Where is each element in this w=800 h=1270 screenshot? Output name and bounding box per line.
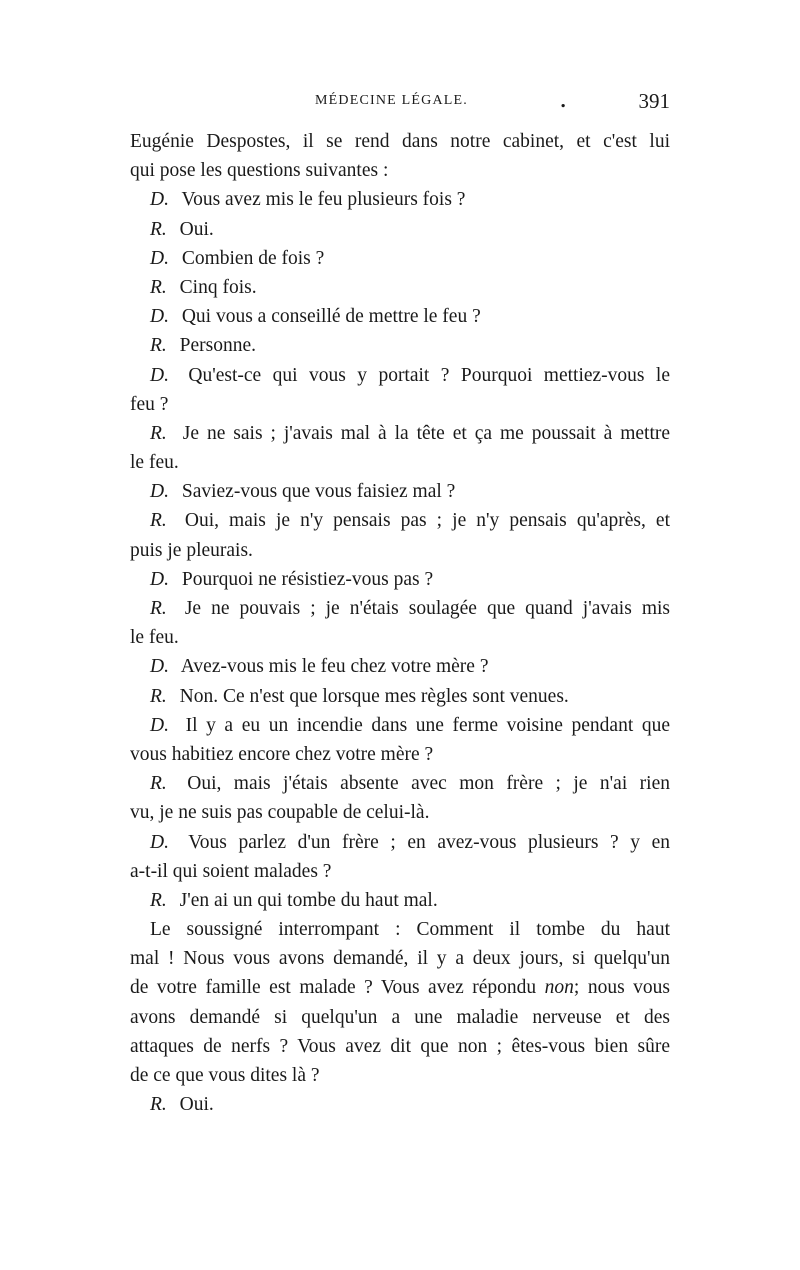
line-text-after: ; nous vous: [573, 977, 670, 999]
speaker-label: R.: [150, 510, 167, 532]
text-line: [130, 944, 670, 973]
line-text: Qui vous a conseillé de mettre le feu ?: [181, 306, 481, 328]
line-text: Personne.: [179, 335, 257, 357]
line-text: le feu.: [130, 452, 179, 474]
line-text: Vous avez mis le feu plusieurs fois ?: [181, 189, 466, 211]
line-text: a-t-il qui soient malades ?: [130, 860, 332, 882]
text-line: [130, 565, 670, 594]
line-text: Vous parlez d'un frère ; en avez-vous plusieurs ? y en: [188, 831, 670, 853]
text-line: [130, 1061, 670, 1090]
line-text: Oui.: [179, 1094, 214, 1116]
text-line: [130, 769, 670, 798]
line-text: vous habitiez encore chez votre mère ?: [130, 743, 434, 765]
line-text: Oui, mais je n'y pensais pas ; je n'y pensais qu'après, et: [184, 510, 670, 532]
text-line: [130, 886, 670, 915]
text-line: [130, 682, 670, 711]
text-line: [130, 477, 670, 506]
text-line: [130, 915, 670, 944]
line-text: Il y a eu un incendie dans une ferme voisine pendant que: [185, 714, 670, 736]
line-text: Non. Ce n'est que lorsque mes règles sont venues.: [179, 685, 569, 707]
text-line: [130, 973, 670, 1002]
line-text: puis je pleurais.: [130, 539, 253, 561]
text-line: [130, 156, 670, 185]
speaker-label: D.: [150, 714, 169, 736]
line-text: feu ?: [130, 393, 169, 415]
text-line: [130, 652, 670, 681]
text-line: [130, 594, 670, 623]
text-line: [130, 828, 670, 857]
text-line: [130, 244, 670, 273]
line-text: Combien de fois ?: [181, 247, 325, 269]
text-line: [130, 798, 670, 827]
line-text: Eugénie Despostes, il se rend dans notre cabinet, et c'est lui: [130, 131, 670, 152]
text-line: [130, 506, 670, 535]
text-line: [130, 331, 670, 360]
speaker-label: R.: [150, 773, 167, 795]
line-text: Avez-vous mis le feu chez votre mère ?: [180, 656, 489, 678]
speaker-label: D.: [150, 656, 169, 678]
speaker-label: D.: [150, 189, 169, 211]
header-dot: .: [560, 91, 567, 112]
line-text: attaques de nerfs ? Vous avez dit que non ; êtes-vous bien sûre: [130, 1035, 670, 1057]
line-text: J'en ai un qui tombe du haut mal.: [179, 889, 438, 911]
line-text: Oui, mais j'étais absente avec mon frère ; je n'ai rien: [187, 773, 670, 795]
text-line: [130, 361, 670, 390]
speaker-label: D.: [150, 481, 169, 503]
speaker-label: R.: [150, 422, 167, 444]
text-line: [130, 419, 670, 448]
text-line: [130, 1032, 670, 1061]
line-text: Cinq fois.: [179, 276, 257, 298]
line-text: le feu.: [130, 627, 179, 649]
line-text: Saviez-vous que vous faisiez mal ?: [181, 481, 456, 503]
speaker-label: R.: [150, 218, 167, 240]
page-body: [130, 127, 670, 1119]
line-text: Oui.: [179, 218, 214, 240]
page-number: 391: [638, 89, 670, 113]
speaker-label: D.: [150, 306, 169, 328]
line-text: avons demandé si quelqu'un a une maladie nerveuse et des: [130, 1006, 670, 1028]
line-text: Le soussigné interrompant : Comment il tombe du haut: [150, 919, 670, 941]
page-header: [130, 89, 670, 117]
text-line: [130, 302, 670, 331]
text-line: [130, 390, 670, 419]
speaker-label: R.: [150, 598, 167, 619]
text-line: [130, 273, 670, 302]
text-line: [130, 623, 670, 652]
line-text: de ce que vous dites là ?: [130, 1065, 320, 1086]
line-text: mal ! Nous vous avons demandé, il y a deux jours, si quelqu'un: [130, 948, 670, 970]
line-text: Je ne pouvais ; je n'étais soulagée que quand j'avais mis: [184, 598, 670, 619]
text-line: [130, 1003, 670, 1032]
speaker-label: R.: [150, 276, 167, 298]
line-text: de votre famille est malade ? Vous avez répondu: [130, 977, 537, 999]
text-line: [130, 185, 670, 214]
speaker-label: D.: [150, 247, 169, 269]
text-line: [130, 448, 670, 477]
text-line: [130, 857, 670, 886]
line-text: Je ne sais ; j'avais mal à la tête et ça me poussait à mettre: [182, 422, 671, 444]
italic-word: non: [544, 977, 574, 999]
text-line: [130, 127, 670, 156]
line-text: vu, je ne suis pas coupable de celui-là.: [130, 802, 430, 824]
text-line: [130, 1090, 670, 1119]
text-line: [130, 740, 670, 769]
text-line: [130, 711, 670, 740]
line-text: Pourquoi ne résistiez-vous pas ?: [181, 568, 434, 590]
speaker-label: D.: [150, 568, 169, 590]
text-line: [130, 215, 670, 244]
running-head: MÉDECINE LÉGALE.: [315, 93, 468, 108]
speaker-label: R.: [150, 889, 167, 911]
speaker-label: R.: [150, 685, 167, 707]
line-text: Qu'est-ce qui vous y portait ? Pourquoi mettiez-vous le: [188, 364, 671, 386]
speaker-label: D.: [150, 831, 169, 853]
text-line: [130, 536, 670, 565]
speaker-label: R.: [150, 335, 167, 357]
speaker-label: D.: [150, 364, 169, 386]
line-text: qui pose les questions suivantes :: [130, 160, 389, 182]
speaker-label: R.: [150, 1094, 167, 1116]
